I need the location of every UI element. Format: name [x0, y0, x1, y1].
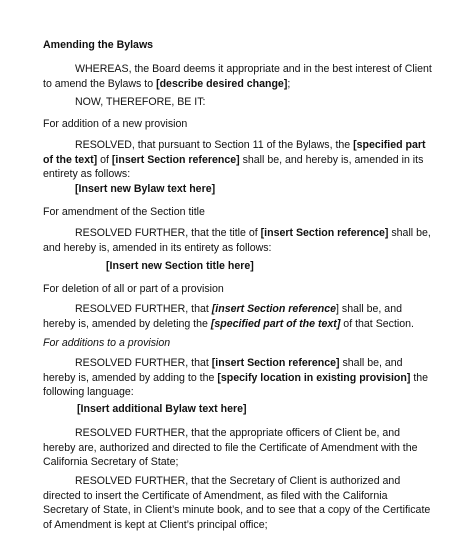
whereas-paragraph: WHEREAS, the Board deems it appropriate and in the best interest of Client to amend the Bylaws to [describe desired change]; [43, 63, 432, 90]
placeholder-new-section-title: [Insert new Section title here] [106, 260, 254, 272]
heading-additions: For additions to a provision [43, 337, 171, 349]
placeholder-new-bylaw-text: [Insert new Bylaw text here] [75, 183, 216, 195]
resolved-further-additions-paragraph: RESOLVED FURTHER, that [insert Section reference] shall be, and hereby is, amended by adding to the [specify location in existing provision] the following language: [43, 357, 429, 398]
resolved-further-officers-paragraph: RESOLVED FURTHER, that the appropriate officers of Client be, and hereby are, authorized and directed to file the Certificate of Amendment with the California Secretary of State; [43, 427, 418, 468]
heading-amendment-title: For amendment of the Section title [43, 206, 205, 218]
heading-deletion: For deletion of all or part of a provision [43, 283, 224, 295]
document-title: Amending the Bylaws [43, 39, 154, 51]
resolved-further-secretary-paragraph: RESOLVED FURTHER, that the Secretary of Client is authorized and directed to insert the Certificate of Amendment, as filed with the California Secretary of State, in Client’s minute book, and to see that a copy of the Certificate of Amendment is kept at Client’s principal office; [43, 475, 431, 531]
heading-addition: For addition of a new provision [43, 118, 188, 130]
now-therefore-paragraph: NOW, THEREFORE, BE IT: [75, 96, 206, 108]
resolved-paragraph: RESOLVED, that pursuant to Section 11 of the Bylaws, the [specified part of the text] of [insert Section reference] shall be, and hereby is, amended in its entirety as follows: [43, 139, 426, 180]
resolved-further-title-paragraph: RESOLVED FURTHER, that the title of [insert Section reference] shall be, and hereby is, amended in its entirety as follows: [43, 227, 431, 254]
resolved-further-deletion-paragraph: RESOLVED FURTHER, that [insert Section reference] shall be, and hereby is, amended by deleting the [specified part of the text] of that Section. [43, 303, 414, 330]
placeholder-additional-bylaw-text: [Insert additional Bylaw text here] [77, 403, 247, 415]
